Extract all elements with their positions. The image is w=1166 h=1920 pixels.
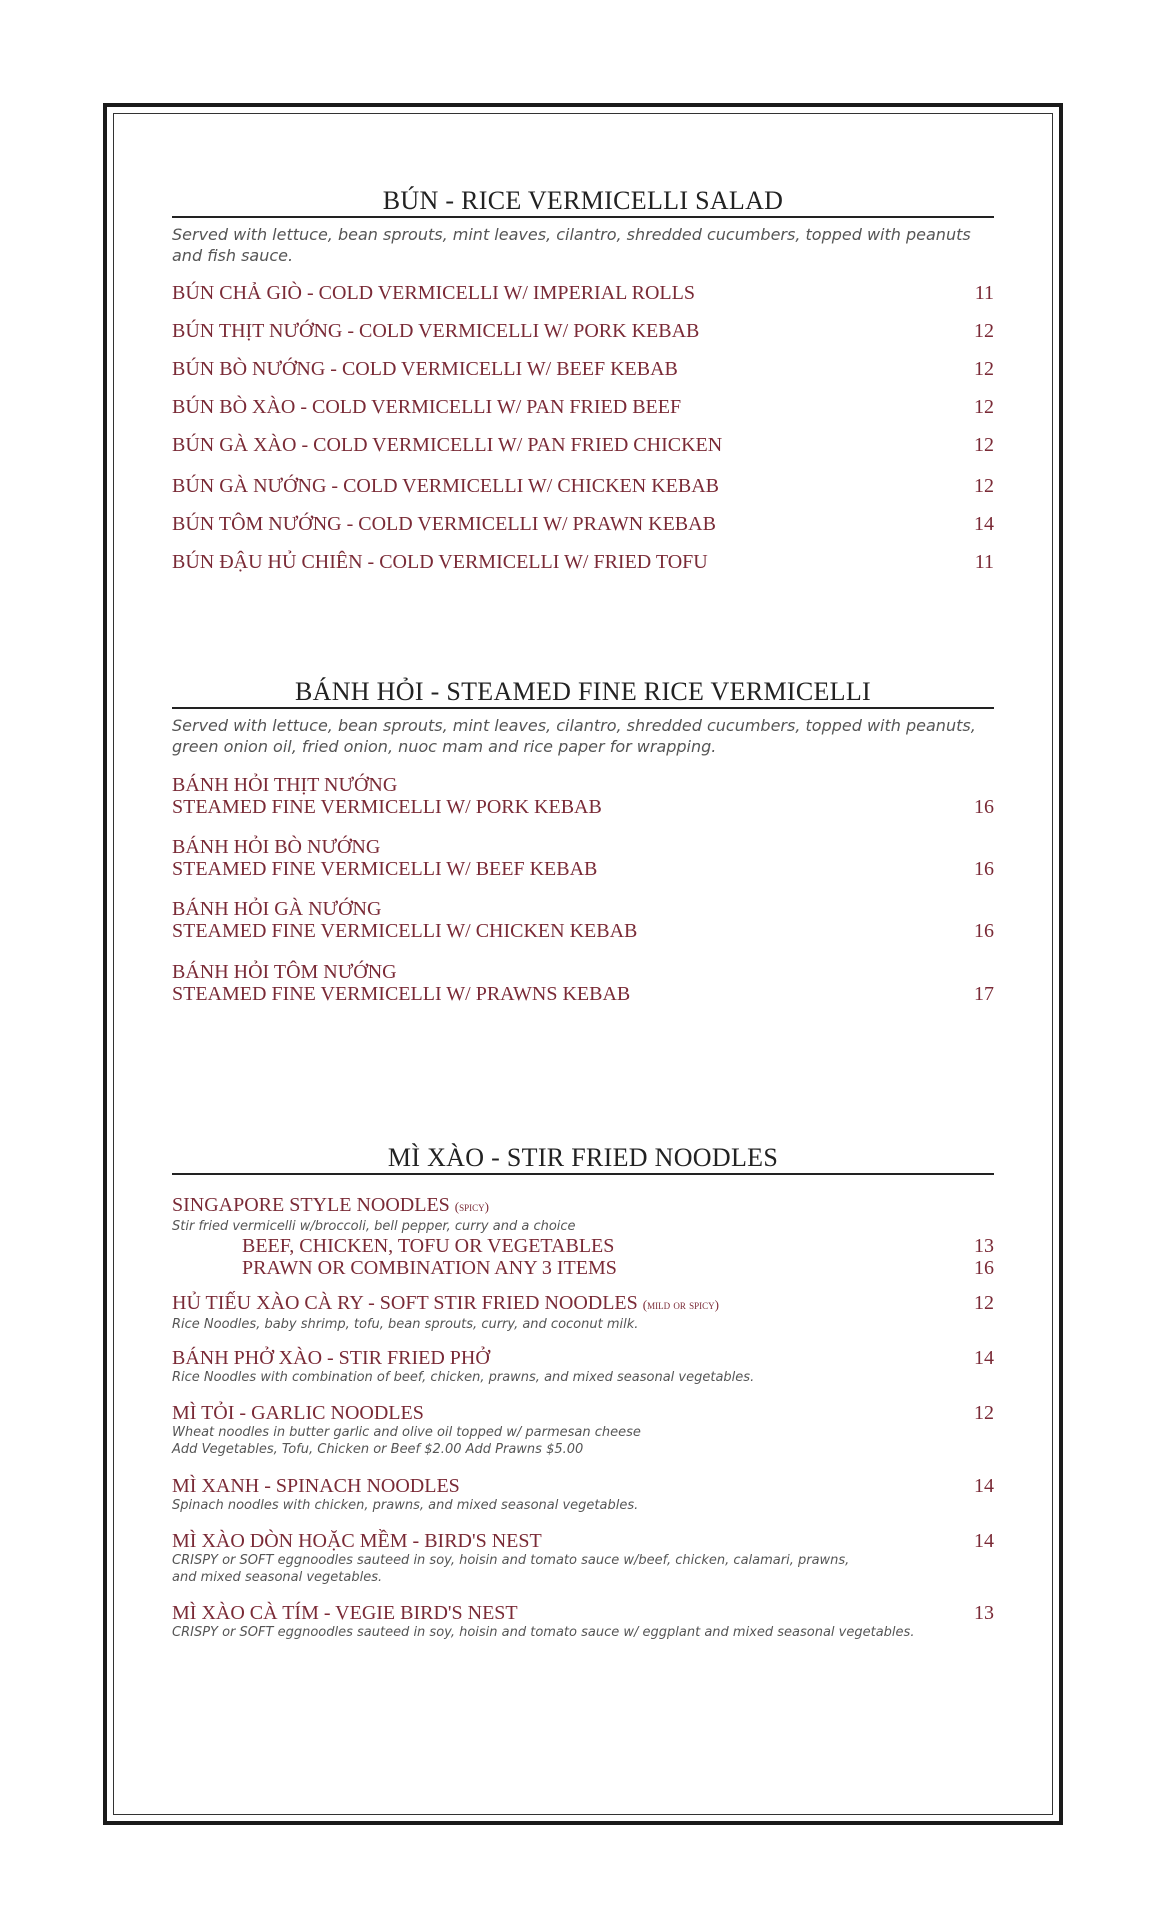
item-name: HỦ TIẾU XÀO CÀ RY - SOFT STIR FRIED NOODLES [172,1292,638,1314]
item-name: SINGAPORE STYLE NOODLES [172,1194,450,1216]
item-desc: Spinach noodles with chicken, prawns, and mixed seasonal vegetables. [172,1498,639,1513]
menu-item [172,434,994,456]
menu-item [172,961,994,1005]
menu-item-mitoi [172,1402,994,1458]
section-banhhoi [172,677,994,757]
menu-item [172,551,994,573]
item-name: BÚN THỊT NƯỚNG - COLD VERMICELLI W/ PORK KEBAB [172,320,700,342]
item-desc: Rice Noodles with combination of beef, chicken, prawns, and mixed seasonal vegetables. [172,1370,755,1385]
item-desc-cont: and mixed seasonal vegetables. [172,1570,383,1585]
item-name: BÚN BÒ XÀO - COLD VERMICELLI W/ PAN FRIED BEEF [172,396,682,418]
item-price: 16 [974,1257,994,1279]
item-name: BÁNH PHỞ XÀO - STIR FRIED PHỞ [172,1347,490,1369]
section-title-mixao: MÌ XÀO - STIR FRIED NOODLES [172,1143,994,1175]
item-price: 12 [974,1402,994,1424]
item-name: BÚN CHẢ GIÒ - COLD VERMICELLI W/ IMPERIAL ROLLS [172,282,695,304]
menu-item [172,396,994,418]
menu-item [172,836,994,880]
menu-item [172,320,994,342]
item-price: 13 [974,1602,994,1624]
section-mixao [172,1143,994,1175]
section-bun [172,186,994,266]
item-price: 17 [974,983,994,1005]
menu-item [172,358,994,380]
menu-item [172,898,994,942]
item-price: 12 [974,434,994,456]
section-title-bun: BÚN - RICE VERMICELLI SALAD [172,186,994,218]
menu-item-singapore [172,1194,994,1279]
item-subname: STEAMED FINE VERMICELLI W/ CHICKEN KEBAB [172,920,638,942]
section-desc-bun: Served with lettuce, bean sprouts, mint leaves, cilantro, shredded cucumbers, topped with peanuts and fish sauce. [172,225,971,265]
item-subname: STEAMED FINE VERMICELLI W/ PORK KEBAB [172,796,602,818]
item-price: 11 [974,551,994,573]
item-desc-addons: Add Vegetables, Tofu, Chicken or Beef $2.00 Add Prawns $5.00 [172,1442,584,1457]
menu-item [172,282,994,304]
item-price: 12 [974,320,994,342]
item-price: 12 [974,1292,994,1314]
menu-item-birdsnest [172,1530,994,1586]
menu-item-hutieu [172,1292,994,1333]
item-option: BEEF, CHICKEN, TOFU OR VEGETABLES [242,1235,615,1257]
item-name: BÚN BÒ NƯỚNG - COLD VERMICELLI W/ BEEF KEBAB [172,358,678,380]
item-option: PRAWN OR COMBINATION ANY 3 ITEMS [242,1257,617,1279]
item-name: BÁNH HỎI GÀ NƯỚNG [172,898,382,920]
item-name: BÚN TÔM NƯỚNG - COLD VERMICELLI W/ PRAWN KEBAB [172,513,716,535]
item-name: BÁNH HỎI TÔM NƯỚNG [172,961,397,983]
item-price: 12 [974,475,994,497]
item-desc: Stir fried vermicelli w/broccoli, bell pepper, curry and a choice [172,1219,576,1234]
item-price: 12 [974,358,994,380]
menu-item-mixanh [172,1475,994,1514]
item-price: 13 [974,1235,994,1257]
item-desc: Rice Noodles, baby shrimp, tofu, bean sprouts, curry, and coconut milk. [172,1317,639,1332]
item-name: MÌ TỎI - GARLIC NOODLES [172,1402,424,1424]
item-price: 16 [974,920,994,942]
item-desc: CRISPY or SOFT eggnoodles sauteed in soy, hoisin and tomato sauce w/beef, chicken, calamari, prawns, [172,1553,850,1568]
item-name: BÚN GÀ XÀO - COLD VERMICELLI W/ PAN FRIED CHICKEN [172,434,723,456]
item-price: 14 [974,1347,994,1369]
item-desc: CRISPY or SOFT eggnoodles sauteed in soy, hoisin and tomato sauce w/ eggplant and mixed seasonal vegetables. [172,1625,915,1640]
item-price: 16 [974,858,994,880]
item-price: 14 [974,1530,994,1552]
item-subname: STEAMED FINE VERMICELLI W/ PRAWNS KEBAB [172,983,631,1005]
item-price: 16 [974,796,994,818]
item-tag: (mild or spicy) [642,1297,719,1312]
item-name: BÚN ĐẬU HỦ CHIÊN - COLD VERMICELLI W/ FRIED TOFU [172,551,708,573]
item-name: BÁNH HỎI THỊT NƯỚNG [172,774,398,796]
section-desc-banhhoi: Served with lettuce, bean sprouts, mint leaves, cilantro, shredded cucumbers, topped with peanuts, green onion oil, fried onion, nuoc mam and rice paper for wrapping. [172,716,976,756]
item-tag: (spicy) [454,1199,489,1214]
item-desc: Wheat noodles in butter garlic and olive oil topped w/ parmesan cheese [172,1425,641,1440]
item-price: 11 [974,282,994,304]
item-name: BÁNH HỎI BÒ NƯỚNG [172,836,381,858]
item-price: 14 [974,513,994,535]
menu-item [172,513,994,535]
item-price: 14 [974,1475,994,1497]
section-title-banhhoi: BÁNH HỎI - STEAMED FINE RICE VERMICELLI [172,677,994,709]
item-name: MÌ XÀO DÒN HOẶC MỀM - BIRD'S NEST [172,1530,542,1552]
menu-item-banhpho [172,1347,994,1386]
menu-item [172,475,994,497]
menu-item-vegie-birdsnest [172,1602,994,1641]
item-name: BÚN GÀ NƯỚNG - COLD VERMICELLI W/ CHICKEN KEBAB [172,475,719,497]
item-subname: STEAMED FINE VERMICELLI W/ BEEF KEBAB [172,858,598,880]
item-name: MÌ XANH - SPINACH NOODLES [172,1475,460,1497]
menu-item [172,774,994,818]
item-name: MÌ XÀO CÀ TÍM - VEGIE BIRD'S NEST [172,1602,518,1624]
item-price: 12 [974,396,994,418]
